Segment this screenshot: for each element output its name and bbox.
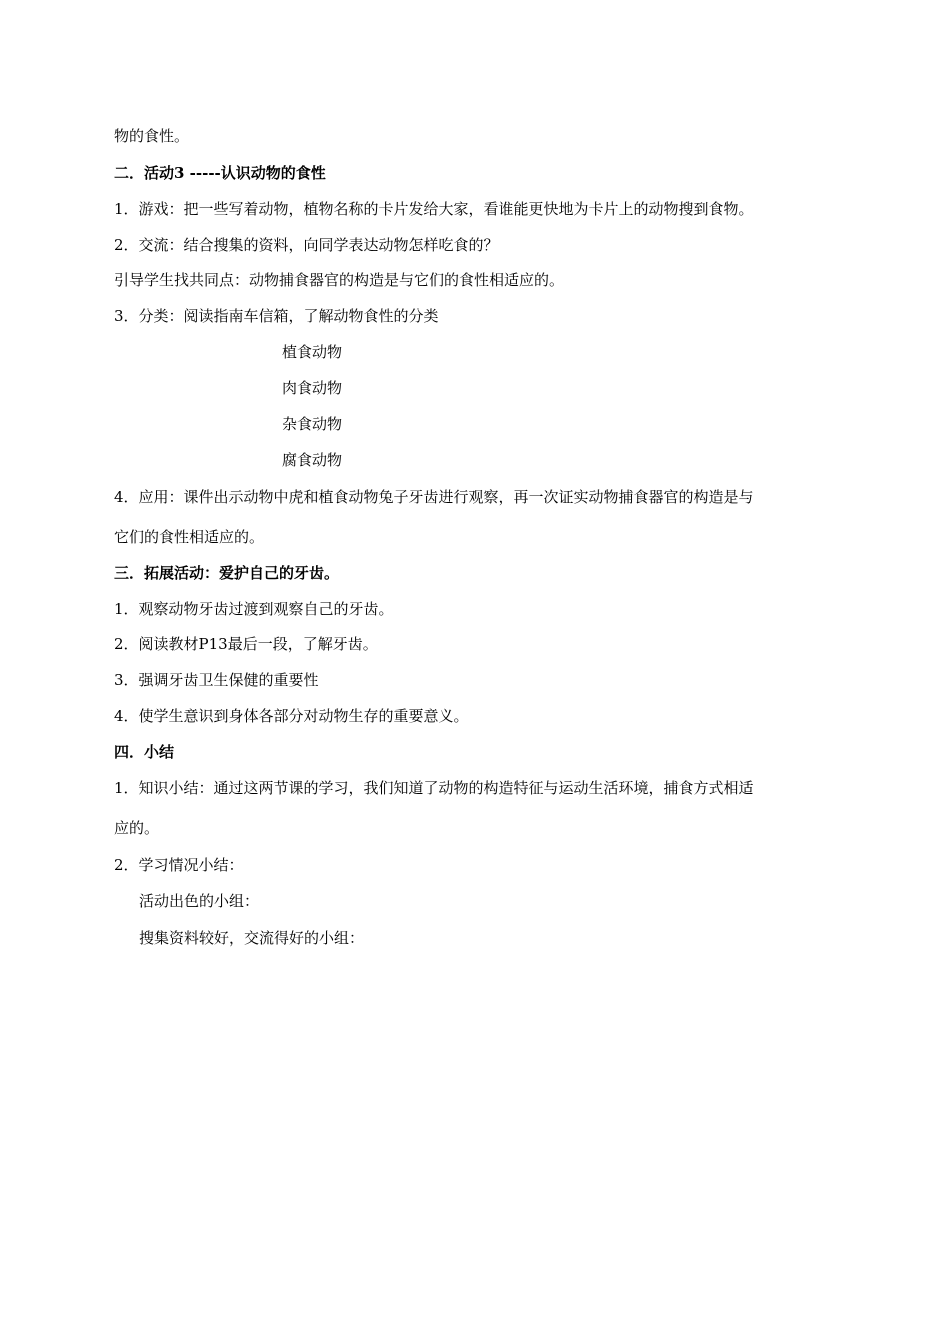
section-heading-extension: 三．拓展活动：爱护自己的牙齿。 xyxy=(114,564,340,582)
text-line-guidance: 引导学生找共同点：动物捕食器官的构造是与它们的食性相适应的。 xyxy=(114,271,565,289)
section-heading-summary: 四．小结 xyxy=(114,743,175,761)
list-item-dental-hygiene: 3．强调牙齿卫生保健的重要性 xyxy=(114,671,319,689)
list-item-read-textbook: 2．阅读教材P13最后一段，了解牙齿。 xyxy=(114,635,378,653)
category-omnivore: 杂食动物 xyxy=(282,415,343,433)
list-item-classification: 3．分类：阅读指南车信箱，了解动物食性的分类 xyxy=(114,307,439,325)
list-item-observe-teeth: 1．观察动物牙齿过渡到观察自己的牙齿。 xyxy=(114,600,394,618)
text-line-good-group: 搜集资料较好，交流得好的小组： xyxy=(139,929,365,947)
text-line: 物的食性。 xyxy=(114,127,190,145)
text-line-continuation: 它们的食性相适应的。 xyxy=(114,528,265,546)
category-carnivore: 肉食动物 xyxy=(282,379,343,397)
list-item-application: 4．应用：课件出示动物中虎和植食动物兔子牙齿进行观察，再一次证实动物捕食器官的构造是与 xyxy=(114,488,754,506)
text-line-outstanding-group: 活动出色的小组： xyxy=(139,892,260,910)
list-item-learning-summary: 2．学习情况小结： xyxy=(114,856,244,874)
list-item-body-parts: 4．使学生意识到身体各部分对动物生存的重要意义。 xyxy=(114,707,469,725)
list-item-exchange: 2．交流：结合搜集的资料，向同学表达动物怎样吃食的？ xyxy=(114,236,499,254)
category-herbivore: 植食动物 xyxy=(282,343,343,361)
category-saprophage: 腐食动物 xyxy=(282,451,343,469)
list-item-game: 1．游戏：把一些写着动物，植物名称的卡片发给大家，看谁能更快地为卡片上的动物搜到食物。 xyxy=(114,200,754,218)
list-item-knowledge-summary: 1．知识小结：通过这两节课的学习，我们知道了动物的构造特征与运动生活环境，捕食方式相适 xyxy=(114,779,754,797)
text-line-continuation: 应的。 xyxy=(114,819,160,837)
section-heading-activity-3: 二．活动3 -----认识动物的食性 xyxy=(114,164,326,182)
